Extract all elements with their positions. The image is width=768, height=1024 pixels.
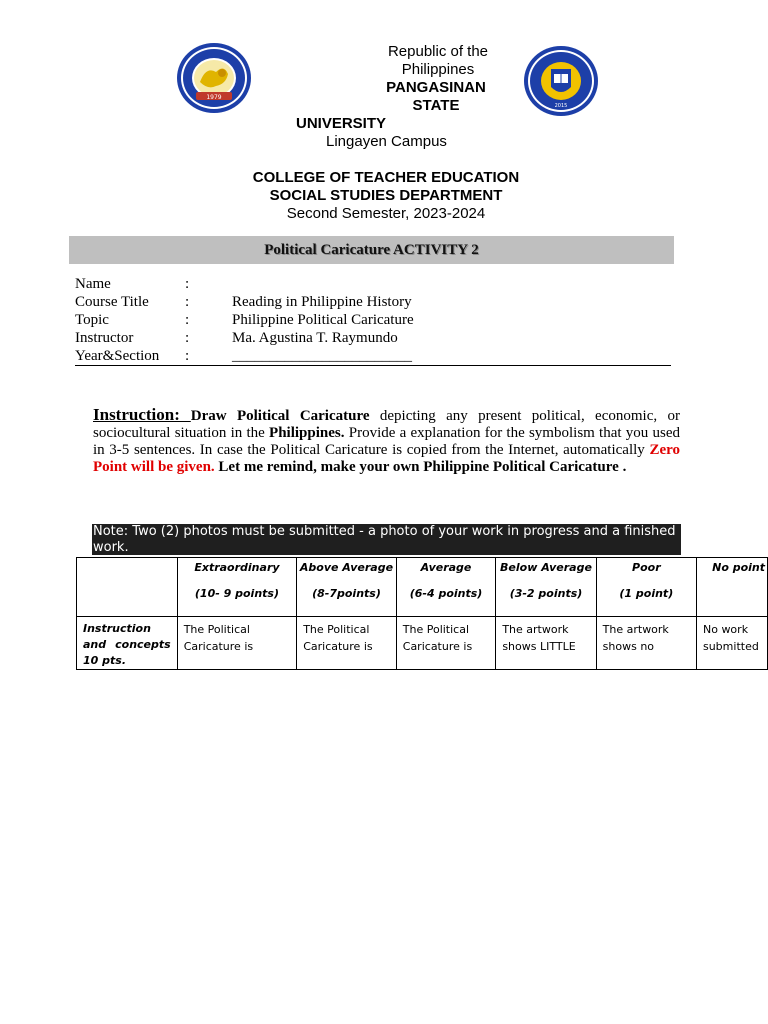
info-colon: : [185, 312, 190, 328]
rubric-header-poor [596, 558, 696, 617]
department-name: SOCIAL STUDIES DEPARTMENT [269, 187, 503, 204]
rubric-level-title: Above Average [299, 561, 394, 574]
info-label: Name [75, 276, 111, 292]
rubric-cell: The Political Caricature is [396, 617, 496, 670]
rubric-header-no-point [696, 558, 767, 617]
semester: Second Semester, 2023-2024 [286, 205, 486, 222]
instruction-heading: Instruction: [93, 405, 191, 424]
activity-title-banner [69, 236, 674, 264]
rubric-cell: The Political Caricature is [297, 617, 397, 670]
rubric-cell: The Political Caricature is [177, 617, 297, 670]
header-university-line-3: UNIVERSITY [296, 115, 387, 132]
rubric-criterion-label: Instruction and concepts 10 pts. [77, 617, 178, 670]
svg-text:1979: 1979 [206, 94, 222, 101]
rubric-cell: The artwork shows no [596, 617, 696, 670]
divider-line [75, 365, 671, 366]
header-republic-line: Republic of the [387, 43, 489, 60]
rubric-criteria-row [77, 617, 768, 670]
rubric-level-points: (1 point) [619, 587, 674, 600]
rubric-header-extraordinary [177, 558, 297, 617]
rubric-level-title: No point [712, 561, 765, 574]
info-label: Year&Section [75, 348, 160, 364]
rubric-level-points: (10- 9 points) [194, 587, 279, 600]
submission-note [92, 524, 681, 555]
year-section-field[interactable]: ________________________ [232, 348, 412, 364]
rubric-level-title: Extraordinary [194, 561, 280, 574]
info-colon: : [185, 348, 190, 364]
info-colon: : [185, 294, 190, 310]
info-value: Philippine Political Caricature [232, 312, 414, 328]
submission-note-text: Note: Two (2) photos must be submitted - a photo of your work in progress and a finished work. [93, 524, 676, 555]
instruction-bold-task: Draw Political Caricature [190, 408, 370, 424]
rubric-level-points: (6-4 points) [409, 587, 483, 600]
rubric-level-title: Below Average [500, 561, 592, 574]
instruction-text: Provide a explanation for the symbolism that you used in 3-5 sentences. In case the Political Caricature is copied from the Internet, automatically [93, 425, 680, 458]
instruction-bold-country: Philippines. [269, 425, 345, 441]
rubric-header-above-average [297, 558, 397, 617]
info-colon: : [185, 276, 190, 292]
info-colon: : [185, 330, 190, 346]
rubric-cell: No work submitted [696, 617, 767, 670]
rubric-level-points: (8-7points) [312, 587, 381, 600]
instruction-reminder: Let me remind, make your own Philippine Political Caricature . [214, 459, 627, 475]
info-value: Ma. Agustina T. Raymundo [232, 330, 398, 346]
info-label: Course Title [75, 294, 149, 310]
header-campus: Lingayen Campus [326, 133, 447, 150]
college-name: COLLEGE OF TEACHER EDUCATION [252, 169, 520, 186]
info-label: Topic [75, 312, 109, 328]
instruction-paragraph [93, 406, 680, 476]
rubric-level-title: Poor [632, 561, 661, 574]
rubric-corner-cell [77, 558, 178, 617]
header-university-line-1: PANGASINAN [386, 79, 486, 96]
svg-text:2015: 2015 [554, 103, 568, 109]
rubric-table [76, 557, 768, 670]
rubric-level-points: (3-2 points) [509, 587, 583, 600]
rubric-header-average [396, 558, 496, 617]
rubric-header-below-average [496, 558, 596, 617]
header-university-line-2: STATE [412, 97, 460, 114]
header-country-line: Philippines [401, 61, 475, 78]
rubric-level-title: Average [420, 561, 472, 574]
college-seal-logo [523, 45, 599, 117]
activity-title: Political Caricature ACTIVITY 2 [264, 242, 479, 258]
zero-point-warning: Zero Point will be given. [93, 442, 680, 475]
info-value: Reading in Philippine History [232, 294, 412, 310]
university-seal-logo [176, 42, 252, 114]
info-label: Instructor [75, 330, 134, 346]
rubric-header-row [77, 558, 768, 617]
rubric-cell: The artwork shows LITTLE [496, 617, 596, 670]
instruction-text: depicting any present political, economic, or sociocultural situation in the [93, 408, 680, 441]
